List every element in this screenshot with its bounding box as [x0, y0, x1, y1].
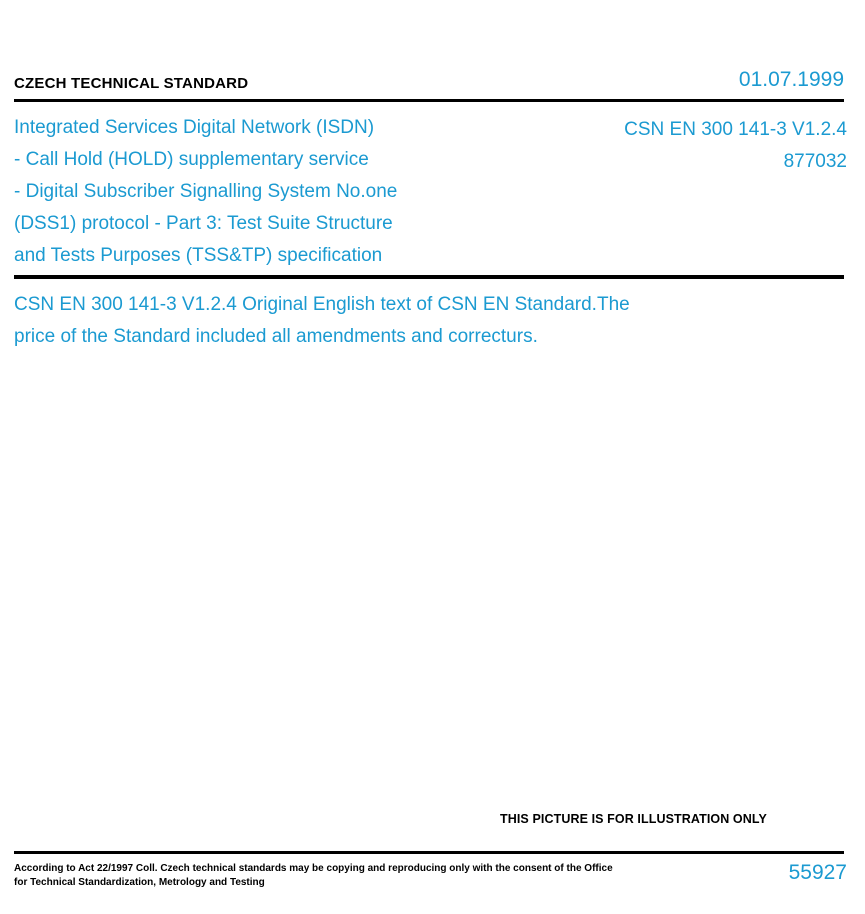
- footer-notice: [14, 862, 614, 890]
- standard-designation: CSN EN 300 141-3 V1.2.4: [624, 119, 847, 140]
- rule-top: [14, 99, 844, 102]
- title-line: - Digital Subscriber Signalling System No.one: [14, 181, 398, 202]
- footer-number: 55927: [788, 861, 847, 884]
- standard-type-label: CZECH TECHNICAL STANDARD: [14, 75, 249, 92]
- standard-title: [14, 112, 574, 272]
- rule-bottom: [14, 851, 844, 854]
- title-line: (DSS1) protocol - Part 3: Test Suite Structure: [14, 213, 393, 234]
- footer-notice-line: for Technical Standardization, Metrology and Testing: [14, 877, 265, 888]
- abstract-text: [14, 289, 774, 353]
- illustration-note: THIS PICTURE IS FOR ILLUSTRATION ONLY: [500, 812, 767, 826]
- header: [14, 64, 844, 96]
- abstract-line: price of the Standard included all amendments and correcturs.: [14, 326, 538, 347]
- reference-block: [624, 114, 847, 178]
- publication-date: 01.07.1999: [738, 68, 844, 91]
- rule-middle: [14, 275, 844, 279]
- abstract-line: CSN EN 300 141-3 V1.2.4 Original English text of CSN EN Standard.The: [14, 294, 630, 315]
- title-line: and Tests Purposes (TSS&TP) specification: [14, 245, 383, 266]
- footer-notice-line: According to Act 22/1997 Coll. Czech technical standards may be copying and reproducing only with the consent of the Office: [14, 863, 613, 874]
- title-line: Integrated Services Digital Network (ISDN): [14, 117, 375, 138]
- title-line: - Call Hold (HOLD) supplementary service: [14, 149, 369, 170]
- catalog-number: 877032: [783, 151, 847, 172]
